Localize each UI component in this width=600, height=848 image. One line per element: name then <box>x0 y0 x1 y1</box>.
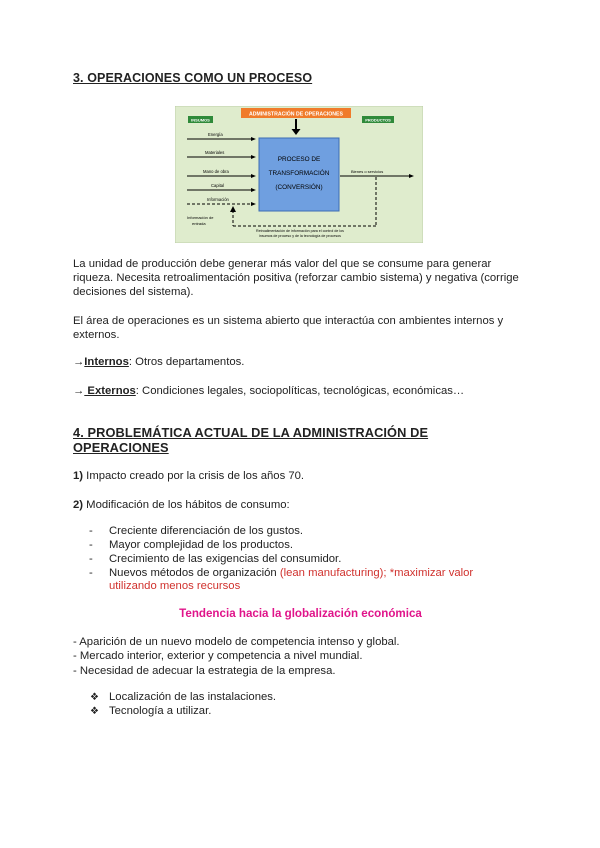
habito-4-highlight-cont: utilizando menos recursos <box>109 580 241 593</box>
tendencia-heading: Tendencia hacia la globalización económica <box>179 607 422 620</box>
global-line: - Aparición de un nuevo modelo de competencia intenso y global. <box>73 636 400 648</box>
process-line-3: (CONVERSIÓN) <box>275 184 323 191</box>
externos-label: Externos <box>84 385 136 397</box>
internos-label: Internos <box>84 356 129 368</box>
item-2-text: Modificación de los hábitos de consumo: <box>83 499 290 511</box>
internos-arrow: → <box>73 356 85 368</box>
input-label-energia: Energía <box>208 132 223 137</box>
habito-item: Crecimiento de las exigencias del consumidor. <box>109 553 342 565</box>
diamond-bullet-icon: ❖ <box>90 706 99 717</box>
diamond-bullet-icon: ❖ <box>90 692 99 703</box>
insumos-label: INSUMOS <box>191 117 210 123</box>
global-line: - Mercado interior, exterior y competencia a nivel mundial. <box>73 650 363 663</box>
paragraph-production-unit: La unidad de producción debe generar más valor del que se consume para generar riqueza. Necesita retroalimentación positiva (reforzar cambio sistema) y negativa (corrige decisiones del sistema). <box>73 258 519 299</box>
dash-marker: - <box>89 525 93 537</box>
item-1-text: Impacto creado por la crisis de los años 70. <box>83 470 305 482</box>
paragraph-open-system: El área de operaciones es un sistema abierto que interactúa con ambientes internos y externos. <box>73 315 504 342</box>
feedback-left-2: entrada <box>192 221 206 226</box>
externos-arrow: → <box>73 385 85 397</box>
input-label-mano-obra: Mano de obra <box>203 169 229 174</box>
dash-marker: - <box>89 553 93 565</box>
section-3-title: 3. OPERACIONES COMO UN PROCESO <box>73 71 313 85</box>
habito-item: Creciente diferenciación de los gustos. <box>109 525 304 537</box>
item-2-number: 2) <box>73 499 84 511</box>
habito-item-4 <box>109 567 539 594</box>
internos-line <box>73 355 533 369</box>
feedback-bottom-1: Retroalimentación de información para el control de los <box>256 229 344 233</box>
habito-item: Mayor complejidad de los productos. <box>109 539 293 551</box>
dash-marker: - <box>89 567 93 579</box>
global-lines <box>73 635 533 678</box>
section-4-title-line-1: 4. PROBLEMÁTICA ACTUAL DE LA ADMINISTRACIÓN DE <box>73 425 429 440</box>
externos-text: : Condiciones legales, sociopolíticas, tecnológicas, económicas… <box>135 385 465 397</box>
input-label-materiales: Materiales <box>205 150 225 155</box>
section-4-title-line-2: OPERACIONES <box>73 440 169 455</box>
item-2 <box>73 498 533 512</box>
output-label: Bienes o servicios <box>351 169 384 174</box>
productos-label: PRODUCTOS <box>365 117 391 123</box>
item-1 <box>73 469 533 483</box>
input-label-informacion: Información <box>207 197 229 202</box>
bullet-item: Localización de las instalaciones. <box>109 691 277 703</box>
input-label-capital: Capital <box>211 183 225 188</box>
admin-label: ADMINISTRACIÓN DE OPERACIONES <box>249 111 343 118</box>
operations-process-diagram <box>175 106 423 243</box>
process-line-1: PROCESO DE <box>277 156 321 163</box>
bullet-item: Tecnología a utilizar. <box>109 705 212 717</box>
dash-marker: - <box>89 539 93 551</box>
feedback-bottom-2: insumos de proceso y de la tecnología de procesos <box>259 234 341 238</box>
habito-4-text: Nuevos métodos de organización <box>109 567 280 579</box>
process-line-2: TRANSFORMACIÓN <box>268 170 330 177</box>
habito-4-highlight: (lean manufacturing); *maximizar valor <box>279 567 474 579</box>
global-line: - Necesidad de adecuar la estrategia de la empresa. <box>73 664 336 677</box>
item-1-number: 1) <box>73 470 84 482</box>
internos-text: : Otros departamentos. <box>128 356 245 368</box>
externos-line <box>73 384 533 398</box>
feedback-left-1: Información de <box>187 215 214 220</box>
